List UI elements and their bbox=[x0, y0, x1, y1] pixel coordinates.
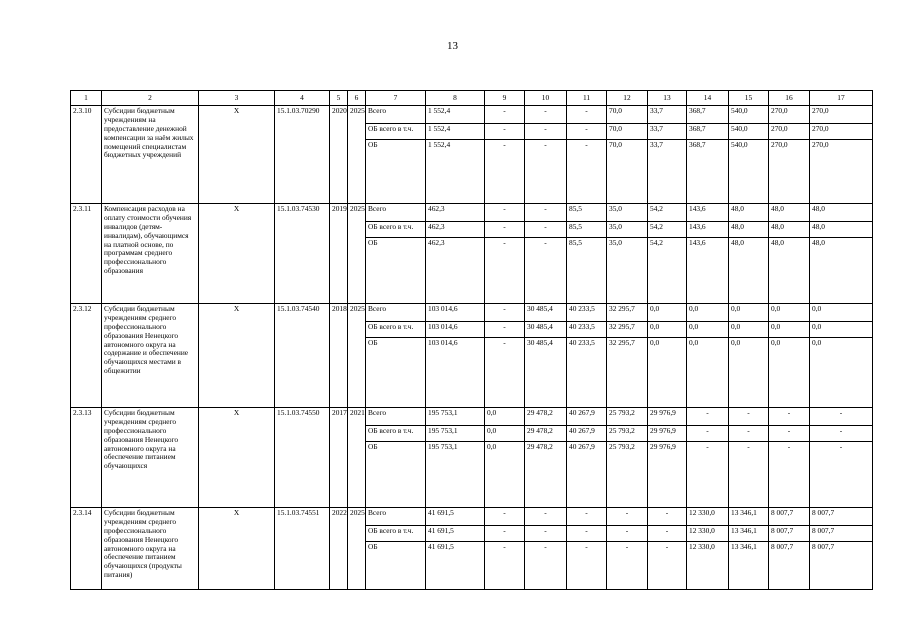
column-header: 15 bbox=[729, 91, 769, 106]
amount-cell: 33,7 bbox=[648, 124, 687, 140]
amount-cell: - bbox=[525, 222, 567, 238]
amount-cell: - bbox=[769, 408, 810, 426]
amount-cell: 0,0 bbox=[729, 338, 769, 408]
amount-cell: - bbox=[769, 442, 810, 508]
amount-cell: 70,0 bbox=[607, 106, 648, 124]
amount-cell: 33,7 bbox=[648, 106, 687, 124]
column-header: 6 bbox=[348, 91, 366, 106]
amount-cell: - bbox=[810, 408, 873, 426]
funding-label: ОБ всего в т.ч. bbox=[366, 322, 426, 338]
funding-label: ОБ всего в т.ч. bbox=[366, 526, 426, 542]
amount-cell: - bbox=[525, 204, 567, 222]
amount-cell: 33,7 bbox=[648, 140, 687, 204]
amount-cell: - bbox=[648, 542, 687, 590]
amount-cell: - bbox=[648, 526, 687, 542]
column-header: 8 bbox=[426, 91, 485, 106]
row-name: Субсидии бюджетным учреждениям среднего профессионального образования Ненецкого автономного округа на обеспечение питанием обучающихся (продукты питания) bbox=[102, 508, 199, 590]
amount-cell: - bbox=[567, 526, 607, 542]
amount-cell: 35,0 bbox=[607, 222, 648, 238]
amount-cell: 70,0 bbox=[607, 140, 648, 204]
funding-label: ОБ bbox=[366, 542, 426, 590]
amount-cell: 143,6 bbox=[687, 204, 729, 222]
row-x-mark: Х bbox=[199, 204, 275, 304]
amount-cell: - bbox=[485, 222, 525, 238]
amount-cell: 462,3 bbox=[426, 222, 485, 238]
row-start-year: 2022 bbox=[330, 508, 348, 590]
column-header: 10 bbox=[525, 91, 567, 106]
row-code: 2.3.13 bbox=[71, 408, 102, 508]
amount-cell: - bbox=[729, 426, 769, 442]
amount-cell: 0,0 bbox=[485, 442, 525, 508]
amount-cell: 103 014,6 bbox=[426, 338, 485, 408]
amount-cell: 13 346,1 bbox=[729, 526, 769, 542]
amount-cell: 29 976,9 bbox=[648, 442, 687, 508]
column-header: 9 bbox=[485, 91, 525, 106]
amount-cell: 462,3 bbox=[426, 238, 485, 304]
amount-cell: 29 478,2 bbox=[525, 426, 567, 442]
amount-cell: 8 007,7 bbox=[769, 508, 810, 526]
amount-cell: 462,3 bbox=[426, 204, 485, 222]
amount-cell: 0,0 bbox=[648, 304, 687, 322]
amount-cell: - bbox=[607, 542, 648, 590]
amount-cell: - bbox=[525, 508, 567, 526]
amount-cell: - bbox=[567, 140, 607, 204]
funding-label: ОБ bbox=[366, 238, 426, 304]
row-kbk: 15.1.03.74540 bbox=[275, 304, 330, 408]
amount-cell: - bbox=[485, 238, 525, 304]
row-code: 2.3.10 bbox=[71, 106, 102, 204]
column-header: 7 bbox=[366, 91, 426, 106]
amount-cell: 35,0 bbox=[607, 238, 648, 304]
amount-cell: 270,0 bbox=[769, 124, 810, 140]
funding-label: ОБ всего в т.ч. bbox=[366, 426, 426, 442]
amount-cell: - bbox=[525, 542, 567, 590]
amount-cell: 195 753,1 bbox=[426, 426, 485, 442]
amount-cell: 0,0 bbox=[769, 338, 810, 408]
amount-cell: 48,0 bbox=[729, 222, 769, 238]
amount-cell: 540,0 bbox=[729, 140, 769, 204]
amount-cell: 48,0 bbox=[810, 222, 873, 238]
amount-cell: - bbox=[525, 106, 567, 124]
column-header: 4 bbox=[275, 91, 330, 106]
amount-cell: 270,0 bbox=[810, 140, 873, 204]
amount-cell: 48,0 bbox=[769, 222, 810, 238]
amount-cell: 48,0 bbox=[769, 238, 810, 304]
column-header: 17 bbox=[810, 91, 873, 106]
header-row bbox=[71, 91, 873, 106]
row-kbk: 15.1.03.74550 bbox=[275, 408, 330, 508]
amount-cell: 12 330,0 bbox=[687, 508, 729, 526]
amount-cell: - bbox=[687, 426, 729, 442]
amount-cell: 0,0 bbox=[769, 322, 810, 338]
amount-cell: 25 793,2 bbox=[607, 426, 648, 442]
amount-cell: - bbox=[525, 140, 567, 204]
amount-cell: 29 976,9 bbox=[648, 408, 687, 426]
row-name: Компенсация расходов на оплату стоимости обучения инвалидов (детям-инвалидам), обучающимся на платной основе, по программам среднего профессионального образования bbox=[102, 204, 199, 304]
amount-cell: 0,0 bbox=[648, 322, 687, 338]
amount-cell: 25 793,2 bbox=[607, 442, 648, 508]
amount-cell: 103 014,6 bbox=[426, 304, 485, 322]
amount-cell: 13 346,1 bbox=[729, 542, 769, 590]
column-header: 11 bbox=[567, 91, 607, 106]
row-x-mark: Х bbox=[199, 106, 275, 204]
amount-cell: - bbox=[485, 526, 525, 542]
column-header: 2 bbox=[102, 91, 199, 106]
amount-cell: 0,0 bbox=[810, 338, 873, 408]
page-number: 13 bbox=[447, 40, 458, 52]
funding-label: ОБ всего в т.ч. bbox=[366, 124, 426, 140]
amount-cell: - bbox=[485, 304, 525, 322]
amount-cell: 8 007,7 bbox=[810, 508, 873, 526]
row-end-year: 2025 bbox=[348, 204, 366, 304]
column-header: 16 bbox=[769, 91, 810, 106]
amount-cell: - bbox=[607, 526, 648, 542]
amount-cell: 41 691,5 bbox=[426, 526, 485, 542]
column-header: 13 bbox=[648, 91, 687, 106]
column-header: 12 bbox=[607, 91, 648, 106]
amount-cell: - bbox=[810, 426, 873, 442]
amount-cell: 48,0 bbox=[729, 204, 769, 222]
amount-cell: 1 552,4 bbox=[426, 124, 485, 140]
amount-cell: 195 753,1 bbox=[426, 442, 485, 508]
amount-cell: 40 233,5 bbox=[567, 304, 607, 322]
amount-cell: 12 330,0 bbox=[687, 526, 729, 542]
amount-cell: - bbox=[567, 124, 607, 140]
row-start-year: 2018 bbox=[330, 304, 348, 408]
amount-cell: - bbox=[567, 106, 607, 124]
funding-label: Всего bbox=[366, 204, 426, 222]
table-row bbox=[71, 204, 873, 222]
amount-cell: 54,2 bbox=[648, 238, 687, 304]
row-start-year: 2020 bbox=[330, 106, 348, 204]
row-x-mark: Х bbox=[199, 304, 275, 408]
row-start-year: 2019 bbox=[330, 204, 348, 304]
amount-cell: - bbox=[485, 124, 525, 140]
amount-cell: - bbox=[485, 542, 525, 590]
amount-cell: 8 007,7 bbox=[810, 526, 873, 542]
funding-label: ОБ bbox=[366, 338, 426, 408]
amount-cell: 41 691,5 bbox=[426, 542, 485, 590]
amount-cell: - bbox=[567, 542, 607, 590]
row-kbk: 15.1.03.74551 bbox=[275, 508, 330, 590]
column-header: 14 bbox=[687, 91, 729, 106]
table-row bbox=[71, 106, 873, 124]
amount-cell: 0,0 bbox=[687, 304, 729, 322]
amount-cell: 0,0 bbox=[729, 322, 769, 338]
row-end-year: 2025 bbox=[348, 106, 366, 204]
amount-cell: 25 793,2 bbox=[607, 408, 648, 426]
amount-cell: - bbox=[525, 124, 567, 140]
amount-cell: - bbox=[810, 442, 873, 508]
row-kbk: 15.1.03.70290 bbox=[275, 106, 330, 204]
amount-cell: - bbox=[525, 526, 567, 542]
amount-cell: 29 478,2 bbox=[525, 442, 567, 508]
amount-cell: 0,0 bbox=[769, 304, 810, 322]
row-code: 2.3.14 bbox=[71, 508, 102, 590]
row-start-year: 2017 bbox=[330, 408, 348, 508]
amount-cell: - bbox=[729, 408, 769, 426]
amount-cell: - bbox=[485, 204, 525, 222]
amount-cell: 40 267,9 bbox=[567, 408, 607, 426]
amount-cell: 32 295,7 bbox=[607, 304, 648, 322]
amount-cell: 0,0 bbox=[648, 338, 687, 408]
amount-cell: 30 485,4 bbox=[525, 338, 567, 408]
amount-cell: - bbox=[648, 508, 687, 526]
amount-cell: 85,5 bbox=[567, 238, 607, 304]
amount-cell: - bbox=[729, 442, 769, 508]
amount-cell: 40 267,9 bbox=[567, 442, 607, 508]
row-code: 2.3.12 bbox=[71, 304, 102, 408]
amount-cell: 48,0 bbox=[810, 204, 873, 222]
amount-cell: 0,0 bbox=[687, 322, 729, 338]
amount-cell: 143,6 bbox=[687, 222, 729, 238]
amount-cell: - bbox=[485, 140, 525, 204]
amount-cell: 40 267,9 bbox=[567, 426, 607, 442]
amount-cell: 85,5 bbox=[567, 222, 607, 238]
budget-table bbox=[70, 90, 873, 590]
column-header: 5 bbox=[330, 91, 348, 106]
amount-cell: 32 295,7 bbox=[607, 322, 648, 338]
amount-cell: 40 233,5 bbox=[567, 338, 607, 408]
column-header: 1 bbox=[71, 91, 102, 106]
amount-cell: 54,2 bbox=[648, 222, 687, 238]
amount-cell: 48,0 bbox=[769, 204, 810, 222]
amount-cell: - bbox=[687, 408, 729, 426]
funding-label: ОБ всего в т.ч. bbox=[366, 222, 426, 238]
amount-cell: 54,2 bbox=[648, 204, 687, 222]
amount-cell: 270,0 bbox=[810, 106, 873, 124]
amount-cell: 48,0 bbox=[729, 238, 769, 304]
amount-cell: 41 691,5 bbox=[426, 508, 485, 526]
amount-cell: 368,7 bbox=[687, 124, 729, 140]
row-end-year: 2025 bbox=[348, 304, 366, 408]
funding-label: Всего bbox=[366, 304, 426, 322]
row-x-mark: Х bbox=[199, 508, 275, 590]
amount-cell: 70,0 bbox=[607, 124, 648, 140]
amount-cell: - bbox=[485, 508, 525, 526]
amount-cell: 8 007,7 bbox=[769, 542, 810, 590]
amount-cell: - bbox=[525, 238, 567, 304]
amount-cell: - bbox=[687, 442, 729, 508]
funding-label: Всего bbox=[366, 408, 426, 426]
table-row bbox=[71, 408, 873, 426]
amount-cell: - bbox=[769, 426, 810, 442]
column-header: 3 bbox=[199, 91, 275, 106]
row-end-year: 2025 bbox=[348, 508, 366, 590]
amount-cell: 0,0 bbox=[485, 426, 525, 442]
funding-label: ОБ bbox=[366, 442, 426, 508]
amount-cell: 540,0 bbox=[729, 124, 769, 140]
amount-cell: 1 552,4 bbox=[426, 140, 485, 204]
amount-cell: 103 014,6 bbox=[426, 322, 485, 338]
amount-cell: 29 976,9 bbox=[648, 426, 687, 442]
amount-cell: 0,0 bbox=[729, 304, 769, 322]
amount-cell: 195 753,1 bbox=[426, 408, 485, 426]
amount-cell: - bbox=[485, 106, 525, 124]
amount-cell: 40 233,5 bbox=[567, 322, 607, 338]
row-name: Субсидии бюджетным учреждениям среднего профессионального образования Ненецкого автономного округа на обеспечение питанием обучающихся bbox=[102, 408, 199, 508]
row-name: Субсидии бюджетным учреждениям на предоставление денежной компенсации за наём жилых помещений специалистам бюджетных учреждений bbox=[102, 106, 199, 204]
amount-cell: 143,6 bbox=[687, 238, 729, 304]
amount-cell: 368,7 bbox=[687, 106, 729, 124]
amount-cell: 270,0 bbox=[769, 140, 810, 204]
amount-cell: 0,0 bbox=[485, 408, 525, 426]
amount-cell: 29 478,2 bbox=[525, 408, 567, 426]
row-x-mark: Х bbox=[199, 408, 275, 508]
amount-cell: 0,0 bbox=[810, 322, 873, 338]
amount-cell: 0,0 bbox=[687, 338, 729, 408]
funding-label: Всего bbox=[366, 106, 426, 124]
funding-label: Всего bbox=[366, 508, 426, 526]
amount-cell: 1 552,4 bbox=[426, 106, 485, 124]
amount-cell: 35,0 bbox=[607, 204, 648, 222]
row-name: Субсидии бюджетным учреждениям среднего профессионального образования Ненецкого автономного округа на содержание и обеспечение обучающихся местами в общежитии bbox=[102, 304, 199, 408]
amount-cell: 30 485,4 bbox=[525, 304, 567, 322]
amount-cell: 0,0 bbox=[810, 304, 873, 322]
amount-cell: - bbox=[485, 322, 525, 338]
amount-cell: 270,0 bbox=[810, 124, 873, 140]
amount-cell: 48,0 bbox=[810, 238, 873, 304]
amount-cell: - bbox=[607, 508, 648, 526]
amount-cell: 32 295,7 bbox=[607, 338, 648, 408]
amount-cell: - bbox=[567, 508, 607, 526]
row-code: 2.3.11 bbox=[71, 204, 102, 304]
amount-cell: 85,5 bbox=[567, 204, 607, 222]
table-row bbox=[71, 304, 873, 322]
funding-label: ОБ bbox=[366, 140, 426, 204]
amount-cell: 30 485,4 bbox=[525, 322, 567, 338]
row-end-year: 2021 bbox=[348, 408, 366, 508]
amount-cell: 270,0 bbox=[769, 106, 810, 124]
row-kbk: 15.1.03.74530 bbox=[275, 204, 330, 304]
amount-cell: 540,0 bbox=[729, 106, 769, 124]
amount-cell: 8 007,7 bbox=[810, 542, 873, 590]
table-row bbox=[71, 508, 873, 526]
amount-cell: 13 346,1 bbox=[729, 508, 769, 526]
amount-cell: 12 330,0 bbox=[687, 542, 729, 590]
amount-cell: 368,7 bbox=[687, 140, 729, 204]
amount-cell: 8 007,7 bbox=[769, 526, 810, 542]
amount-cell: - bbox=[485, 338, 525, 408]
